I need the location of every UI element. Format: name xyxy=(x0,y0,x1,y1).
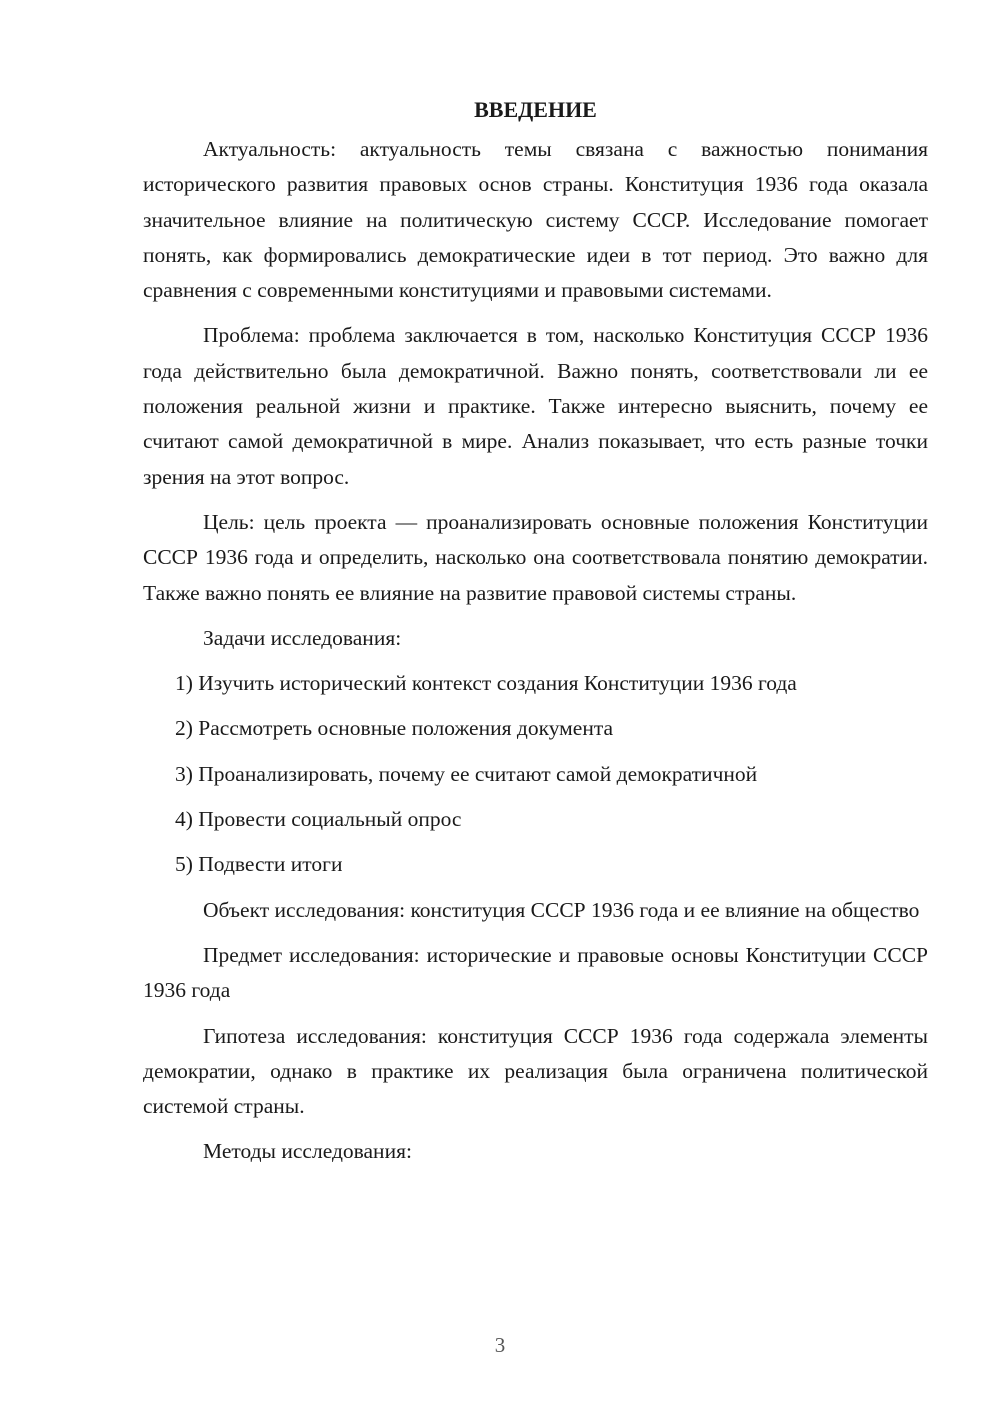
tasks-heading: Задачи исследования: xyxy=(203,625,402,650)
paragraph-subject: Предмет исследования: исторические и правовые основы Конституции СССР 1936 года xyxy=(143,942,928,1003)
page-number: 3 xyxy=(494,1333,506,1357)
list-item-task-2: 2) Рассмотреть основные положения документа xyxy=(175,716,614,741)
list-item-task-4: 4) Провести социальный опрос xyxy=(175,807,462,832)
list-item-task-1: 1) Изучить исторический контекст создания Конституции 1936 года xyxy=(175,671,797,696)
methods-heading: Методы исследования: xyxy=(203,1139,412,1164)
paragraph-object: Объект исследования: конституция СССР 1936 года и ее влияние на общество xyxy=(203,897,920,922)
tasks-list xyxy=(143,666,928,882)
paragraph-relevance: Актуальность: актуальность темы связана с важностью понимания исторического развития правовых основ страны. Конституция 1936 года оказала значительное влияние на политическую систему СССР. Исследование помогает понять, как формировались демократические идеи в тот период. Это важно для сравнения с современными конституциями и правовыми системами. xyxy=(143,137,928,303)
paragraph-problem: Проблема: проблема заключается в том, насколько Конституция СССР 1936 года действительно была демократичной. Важно понять, соответствовали ли ее положения реальной жизни и практике. Также интересно выяснить, почему ее считают самой демократичной в мире. Анализ показывает, что есть разные точки зрения на этот вопрос. xyxy=(143,323,928,489)
paragraph-goal: Цель: цель проекта — проанализировать основные положения Конституции СССР 1936 года и определить, насколько она соответствовала понятию демократии. Также важно понять ее влияние на развитие правовой системы страны. xyxy=(143,509,928,605)
document-page xyxy=(143,92,928,1180)
section-title: ВВЕДЕНИЕ xyxy=(474,97,597,122)
paragraph-hypothesis: Гипотеза исследования: конституция СССР 1936 года содержала элементы демократии, однако в практике их реализация была ограничена политической системой страны. xyxy=(143,1023,928,1119)
list-item-task-3: 3) Проанализировать, почему ее считают самой демократичной xyxy=(175,761,758,786)
list-item-task-5: 5) Подвести итоги xyxy=(175,852,343,877)
